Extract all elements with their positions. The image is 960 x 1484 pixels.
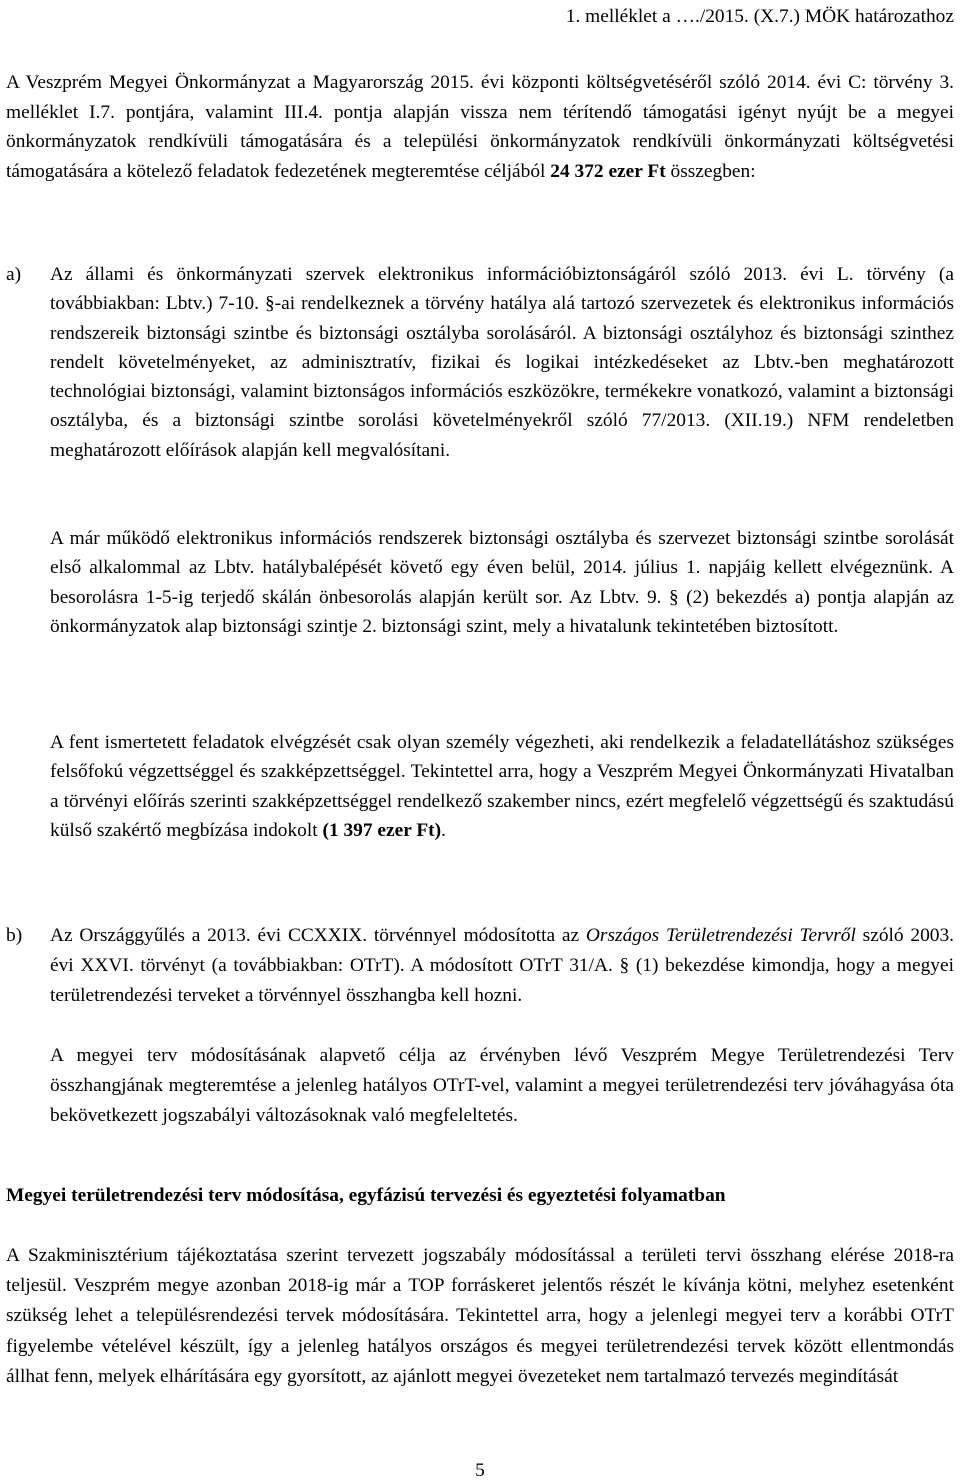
section-a-paragraph-3 bbox=[50, 728, 954, 845]
section-a-paragraph-2: A már működő elektronikus információs rendszerek biztonsági osztályba és szervezet biztonsági szintbe sorolását első alkalommal az Lbtv. hatálybalépését követő egy éven belül, 2014. július 1. napjáig kellett elvégeznünk. A besorolásra 1-5-ig terjedő skálán önbesorolás alapján került sor. Az Lbtv. 9. § (2) bekezdés a) pontja alapján az önkormányzatok alap biztonsági szintje 2. biztonsági szint, mely a hivatalunk tekintetében biztosított. bbox=[50, 528, 954, 637]
section-b-text: Az Országgyűlés a 2013. évi CCXXIX. törvénnyel módosította az bbox=[50, 925, 586, 946]
intro-paragraph bbox=[6, 68, 954, 186]
page-number: 5 bbox=[475, 1460, 485, 1481]
subsection-paragraph: A Szakminisztérium tájékoztatása szerint tervezett jogszabály módosítással a területi tervi összhang elérése 2018-ra teljesül. Veszprém megye azonban 2018-ig már a TOP forráskeret jelentős részét le kívánja kötni, melyhez esetenként szükség lehet a településrendezési tervek módosítására. Tekintettel arra, hogy a jelenlegi megyei terv a korábbi OTrT figyelembe vételével készült, így a jelenleg hatályos országos és megyei területrendezési tervek között ellentmondás állhat fenn, melyek elhárítására egy gyorsított, az ajánlott megyei övezeteket nem tartalmazó tervezés megindítását bbox=[6, 1245, 954, 1387]
intro-text-end: összegben: bbox=[665, 160, 756, 182]
section-a-paragraph-3-end: . bbox=[441, 819, 446, 841]
annex-header: 1. melléklet a …./2015. (X.7.) MÖK határozathoz bbox=[565, 6, 954, 27]
section-b-label: b) bbox=[6, 925, 23, 946]
section-a-amount: (1 397 ezer Ft) bbox=[322, 819, 442, 841]
section-a-paragraph-1: Az állami és önkormányzati szervek elektronikus információbiztonságáról szóló 2013. évi L. törvény (a továbbiakban: Lbtv.) 7-10. §-ai rendelkeznek a törvény hatálya alá tartozó szervezetek és elektronikus információs rendszereik biztonsági szintbe és biztonsági osztályba sorolásáról. A biztonsági osztályhoz és biztonsági szinthez rendelt követelményeket, az adminisztratív, fizikai és logikai intézkedéseket az Lbtv.-ben meghatározott technológiai biztonsági, valamint biztonságos információs eszközökre, termékekre vonatkozó, valamint a biztonsági osztályba, és a biztonsági szintbe sorolási követelményekről szóló 77/2013. (XII.19.) NFM rendeletben meghatározott előírások alapján kell megvalósítani. bbox=[50, 264, 954, 461]
section-b-paragraph-2: A megyei terv módosításának alapvető célja az érvényben lévő Veszprém Megye Területrendezési Terv összhangjának megteremtése a jelenleg hatályos OTrT-vel, valamint a megyei területrendezési terv jóváhagyása óta bekövetkezett jogszabályi változásoknak való megfeleltetés. bbox=[50, 1045, 954, 1126]
intro-amount: 24 372 ezer Ft bbox=[550, 160, 666, 182]
section-a-paragraph-3-text: A fent ismertetett feladatok elvégzését csak olyan személy végezheti, aki rendelkezik a feladatellátáshoz szükséges felsőfokú végzettséggel és szakképzettséggel. Tekintettel arra, hogy a Veszprém Megyei Önkormányzati Hivatalban a törvényi előírás szerinti szakképzettséggel rendelkező szakember nincs, ezért megfelelő végzettségű és szaktudású külső szakértő megbízása indokolt bbox=[50, 732, 954, 841]
section-b-paragraph-1 bbox=[50, 921, 954, 1011]
section-b-text-end: szóló 2003. évi XXVI. törvényt (a továbbiakban: OTrT). A módosított OTrT 31/A. § (1) bekezdése kimondja, hogy a megyei területrendezési terveket a törvénnyel összhangba kell hozni. bbox=[50, 925, 954, 1006]
subsection-title: Megyei területrendezési terv módosítása, egyfázisú tervezési és egyeztetési folyamatban bbox=[6, 1185, 726, 1206]
section-b-law-title: Országos Területrendezési Tervről bbox=[585, 925, 856, 946]
section-a-label: a) bbox=[6, 264, 22, 285]
intro-text: A Veszprém Megyei Önkormányzat a Magyarország 2015. évi központi költségvetéséről szóló 2014. évi C: törvény 3. melléklet I.7. pontjára, valamint III.4. pontja alapján vissza nem térítendő támogatási igényt nyújt be a megyei önkormányzatok rendkívüli támogatására és a települési önkormányzatok rendkívüli önkormányzati költségvetési támogatására a kötelező feladatok fedezetének megteremtése céljából bbox=[6, 72, 954, 182]
